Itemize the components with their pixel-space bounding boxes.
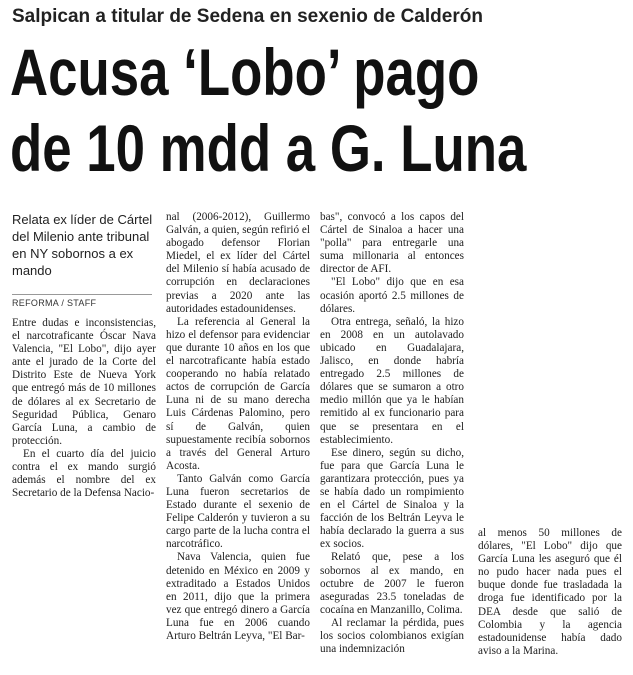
- paragraph: Otra entrega, señaló, la hizo en 2008 en un autolavado ubicado en Guadalajara, Jalisco, en donde habría entregado 2.5 millones de dólares que se sumaron a otro medio millón que ya le habían remitido al ex funcionario para que se presentara en el establecimiento.: [320, 315, 464, 446]
- deck: Relata ex líder de Cártel del Milenio ante tribunal en NY sobornos a ex mando: [12, 212, 153, 278]
- article-column-3: [320, 211, 464, 665]
- article-column-2: [166, 211, 310, 665]
- byline: REFORMA / STAFF: [12, 294, 152, 308]
- paragraph: En el cuarto día del juicio contra el ex mando surgió además el nombre del ex Secretario de la Defensa Nacio-: [12, 447, 156, 500]
- paragraph: Ese dinero, según su dicho, fue para que García Luna le garantizara protección, pues ya se había dado un rompimiento en el Cártel de Sinaloa y la facción de los Beltrán Leyva le había declarado la guerra a sus ex socios.: [320, 446, 464, 551]
- kicker: Salpican a titular de Sedena en sexenio de Calderón: [12, 6, 483, 27]
- paragraph: al menos 50 millones de dólares, "El Lobo" dijo que García Luna les aseguró que él no pudo hacer nada pues el buque donde fue trasladada la droga fue identificado por la DEA desde que salió de Colombia y la agencia estadounidense había dado aviso a la Marina.: [478, 527, 622, 657]
- article-column-4: [478, 527, 622, 667]
- headline-line-2: de 10 mdd a G. Luna: [10, 111, 527, 185]
- paragraph: bas", convocó a los capos del Cártel de Sinaloa a hacer una "polla" para entregarle una suma millonaria al entonces director de AFI.: [320, 211, 464, 276]
- paragraph: Tanto Galván como García Luna fueron secretarios de Estado durante el sexenio de Felipe Calderón y tuvieron a su cargo parte de la lucha contra el narcotráfico.: [166, 472, 310, 551]
- article-column-1: [12, 317, 156, 500]
- paragraph: nal (2006-2012), Guillermo Galván, a quien, según refirió el abogado defensor Florian Miedel, el ex líder del Cártel del Milenio sí había acusado de corrupción en declaraciones previas a 2020 ante las autoridades estadounidenses.: [166, 211, 310, 315]
- paragraph: Relató que, pese a los sobornos al ex mando, en octubre de 2007 le fueron aseguradas 23.5 toneladas de cocaína en Manzanillo, Colima.: [320, 551, 464, 616]
- paragraph: Al reclamar la pérdida, pues los socios colombianos exigían una indemnización: [320, 616, 464, 656]
- headline: [10, 34, 527, 186]
- headline-line-1: Acusa ‘Lobo’ pago: [10, 35, 480, 109]
- paragraph: Entre dudas e inconsistencias, el narcotraficante Óscar Nava Valencia, "El Lobo", dijo ayer ante el jurado de la Corte del Distrito Este de Nueva York que entregó más de 10 millones de dólares al ex Secretario de Seguridad Pública, Genaro García Luna, a cambio de protección.: [12, 317, 156, 447]
- paragraph: "El Lobo" dijo que en esa ocasión aportó 2.5 millones de dólares.: [320, 276, 464, 315]
- paragraph: Nava Valencia, quien fue detenido en México en 2009 y extraditado a Estados Unidos en 2011, dijo que la primera vez que entregó dinero a García Luna fue en 2006 cuando Arturo Beltrán Leyva, "El Bar-: [166, 551, 310, 642]
- paragraph: La referencia al General la hizo el defensor para evidenciar que durante 10 años en los que el narcotraficante había estado cooperando no había relatado actos de corrupción de García Luna ni de su mano derecha Luis Cárdenas Palomino, pero sí de Galván, quien supuestamente recibía sobornos a través del General Arturo Acosta.: [166, 315, 310, 472]
